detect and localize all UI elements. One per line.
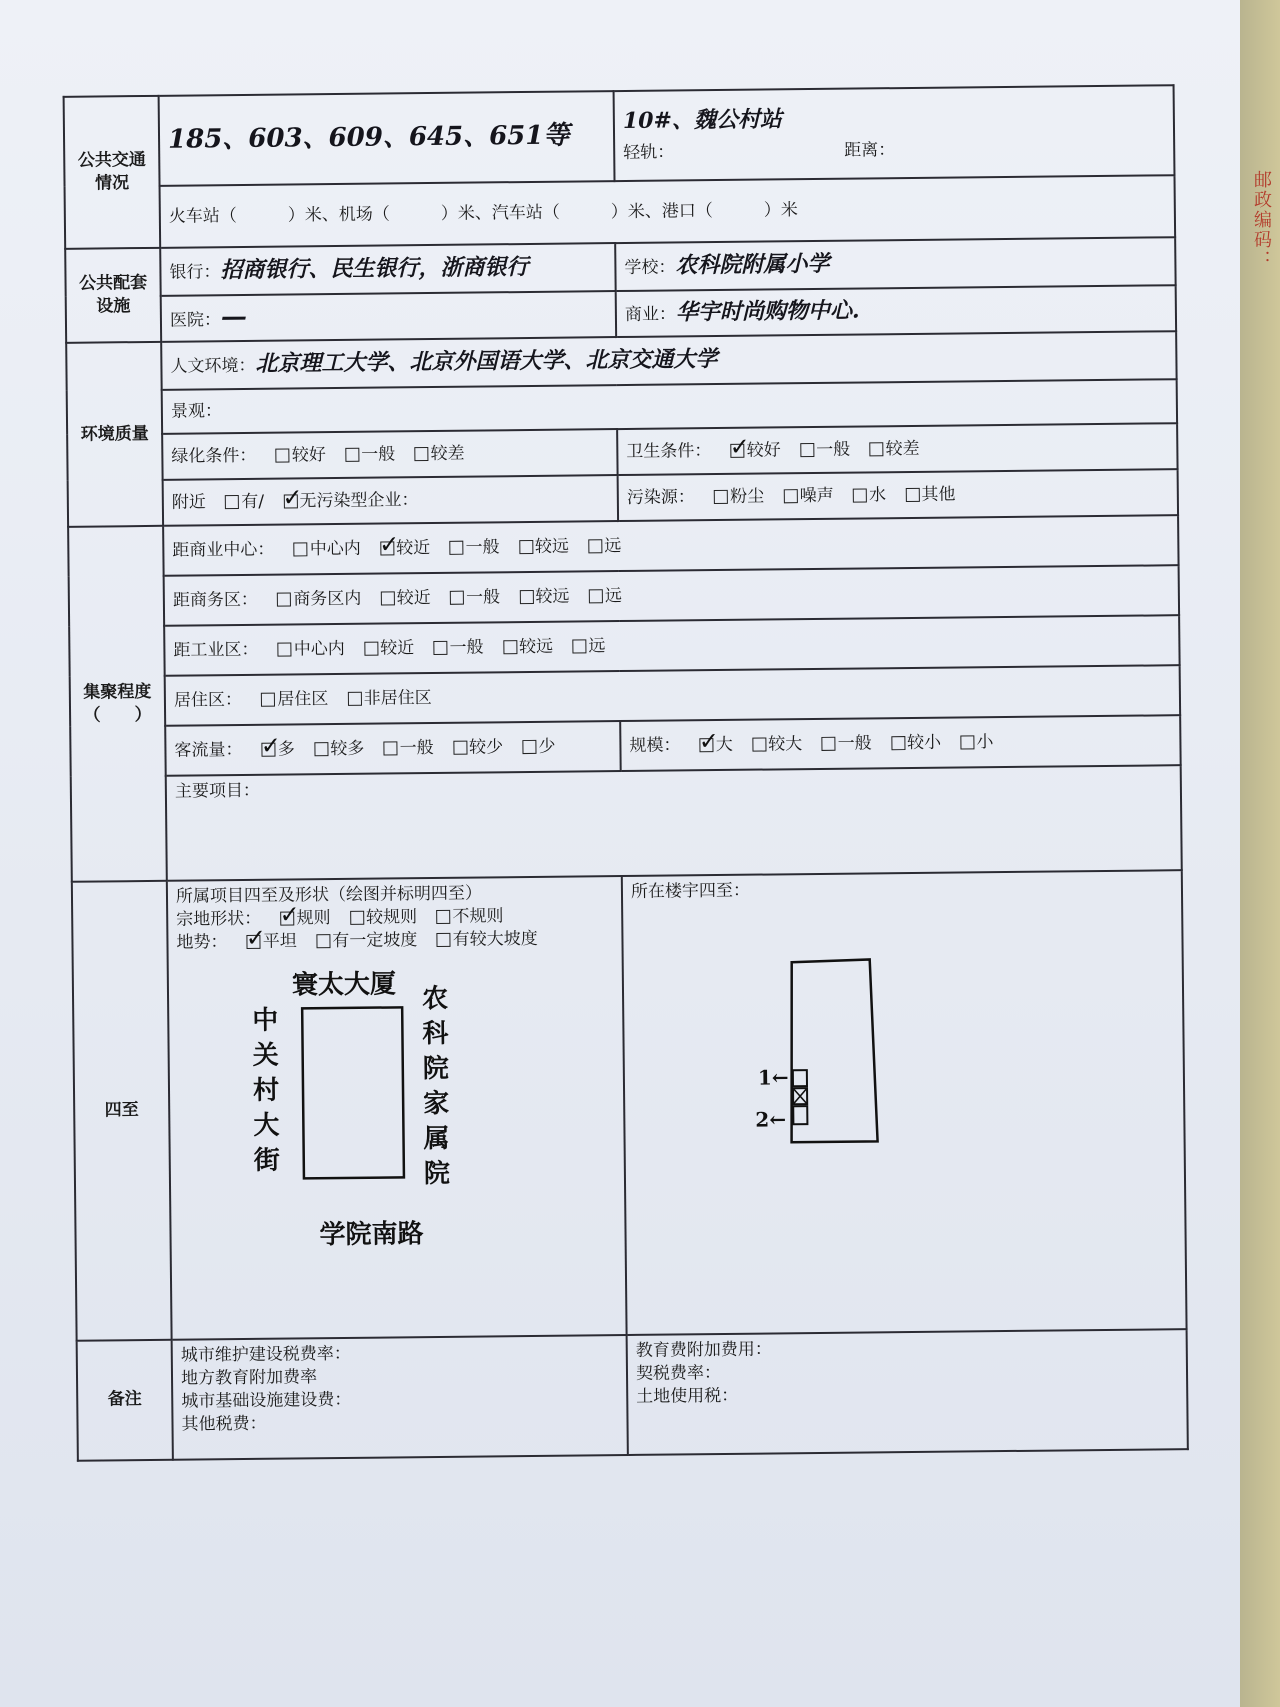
checkbox[interactable] [345,447,359,461]
project-boundary-cell: 所属项目四至及形状（绘图并标明四至） 宗地形状： ✓ 规则 较规则 不规则 地势： ✓ 平坦 有一定坡度 有较大坡度 寰太大厦 学院南路 中 关 村 大 街 农 科 院 家 属 院 [167,876,627,1340]
checkbox[interactable] [588,539,602,553]
projects-cell: 主要项目： [166,765,1182,881]
west-label [252,1005,280,1175]
residential-row: 居住区： 居住区 非居住区 [165,665,1180,726]
boundaries-label: 四至 [72,881,172,1341]
checkbox[interactable] [453,740,467,754]
checkbox[interactable] [784,489,798,503]
checkbox[interactable] [261,692,275,706]
svg-text:大: 大 [253,1110,280,1141]
checkbox[interactable] [364,641,378,655]
commercial-row: 距商业中心： 中心内 ✓ 较近 一般 较远 远 [163,515,1178,576]
checkbox[interactable] [381,591,395,605]
green-cell: 绿化条件： 较好 一般 较差 [162,429,617,480]
svg-text:关: 关 [252,1040,279,1071]
checkbox-checked[interactable] [247,935,261,949]
checkbox[interactable] [800,443,814,457]
hospital-cell: 医院：— [161,291,616,342]
checkbox-checked[interactable] [380,541,394,555]
svg-text:街: 街 [253,1145,280,1176]
checkbox[interactable] [869,442,883,456]
scenery-cell: 景观： [162,379,1177,434]
light-rail-label: 轻轨： [623,142,675,164]
checkbox[interactable] [350,911,364,925]
checkbox[interactable] [522,739,536,753]
traffic-cell: 客流量： ✓ 多 较多 一般 较少 少 [165,721,620,776]
commerce-cell: 商业：华宇时尚购物中心. [616,285,1176,337]
sanitation-cell: 卫生条件： ✓ 较好 一般 较差 [617,423,1177,475]
checkbox[interactable] [278,642,292,656]
svg-text:家: 家 [423,1088,450,1119]
checkbox[interactable] [348,691,362,705]
svg-text:村: 村 [252,1075,280,1106]
svg-text:中: 中 [252,1005,279,1036]
checkbox[interactable] [437,933,451,947]
checkbox[interactable] [436,910,450,924]
checkbox[interactable] [225,495,239,509]
school-cell: 学校：农科院附属小学 [615,237,1175,291]
agglomeration-label: 集聚程度 （ ） [68,526,167,882]
svg-text:科: 科 [422,1018,449,1049]
svg-text:院: 院 [423,1158,451,1189]
environment-label: 环境质量 [66,342,163,527]
survey-form [63,84,1188,1516]
checkbox[interactable] [572,639,586,653]
mark-2: 2← [755,1107,787,1132]
svg-text:院: 院 [422,1053,449,1084]
checkbox-checked[interactable] [262,742,276,756]
north-label: 寰太大厦 [291,969,397,1001]
remarks-left: 城市维护建设税费率： 地方教育附加费率 城市基础设施建设费： 其他税费： [172,1335,628,1460]
building-boundary-cell: 所在楼宇四至： 1← 2← [622,870,1187,1335]
checkbox[interactable] [277,592,291,606]
scale-cell: 规模： ✓ 大 较大 一般 较小 小 [620,715,1180,771]
checkbox[interactable] [589,589,603,603]
checkbox[interactable] [294,542,308,556]
distance-label: 距离： [844,140,896,162]
mark-1: 1← [757,1065,789,1090]
bank-cell: 银行：招商银行、民生银行，浙商银行 [160,243,615,296]
checkbox[interactable] [905,487,919,501]
business-row: 距商务区： 商务区内 较近 一般 较远 远 [164,565,1179,626]
industrial-row: 距工业区： 中心内 较近 一般 较远 远 [164,615,1179,676]
site-sketch [177,950,618,1335]
checkbox[interactable] [415,447,429,461]
pollution-cell: 污染源： 粉尘 噪声 水 其他 [618,469,1178,521]
facilities-label: 公共配套设施 [65,248,161,343]
checkbox[interactable] [434,640,448,654]
checkbox[interactable] [316,934,330,948]
checkbox[interactable] [752,737,766,751]
subway-cell: 10#、魏公村站 轻轨： 距离： [614,85,1175,181]
svg-text:农: 农 [421,983,449,1014]
edge-text: 邮政编码： [1251,170,1272,270]
checkbox[interactable] [853,488,867,502]
checkbox[interactable] [503,640,517,654]
checkbox[interactable] [276,448,290,462]
checkbox[interactable] [519,589,533,603]
building-sketch [631,898,1177,1284]
checkbox-checked[interactable] [731,443,745,457]
checkbox[interactable] [450,590,464,604]
svg-text:属: 属 [423,1123,450,1154]
south-label: 学院南路 [319,1218,424,1251]
east-label [422,984,451,1189]
checkbox[interactable] [384,741,398,755]
checkbox[interactable] [822,736,836,750]
checkbox[interactable] [519,539,533,553]
transport-label: 公共交通情况 [64,96,161,249]
stations-row: 火车站（ ）米、机场（ ）米、汽车站（ ）米、港口（ ）米 [160,175,1176,248]
checkbox[interactable] [714,489,728,503]
checkbox-checked[interactable] [283,494,297,508]
bus-lines: 185、603、609、645、651等 [159,91,615,186]
checkbox[interactable] [891,736,905,750]
checkbox[interactable] [314,742,328,756]
checkbox[interactable] [449,540,463,554]
remarks-label: 备注 [77,1340,173,1461]
desk-edge [1240,0,1280,1707]
culture-cell: 人文环境：北京理工大学、北京外国语大学、北京交通大学 [161,331,1176,390]
checkbox[interactable] [960,735,974,749]
nearby-cell: 附近 有/ ✓ 无污染型企业： [163,475,618,526]
checkbox-checked[interactable] [281,911,295,925]
form-table [63,84,1189,1461]
checkbox-checked[interactable] [700,738,714,752]
remarks-right: 教育费附加费用： 契税费率： 土地使用税： [627,1329,1188,1455]
